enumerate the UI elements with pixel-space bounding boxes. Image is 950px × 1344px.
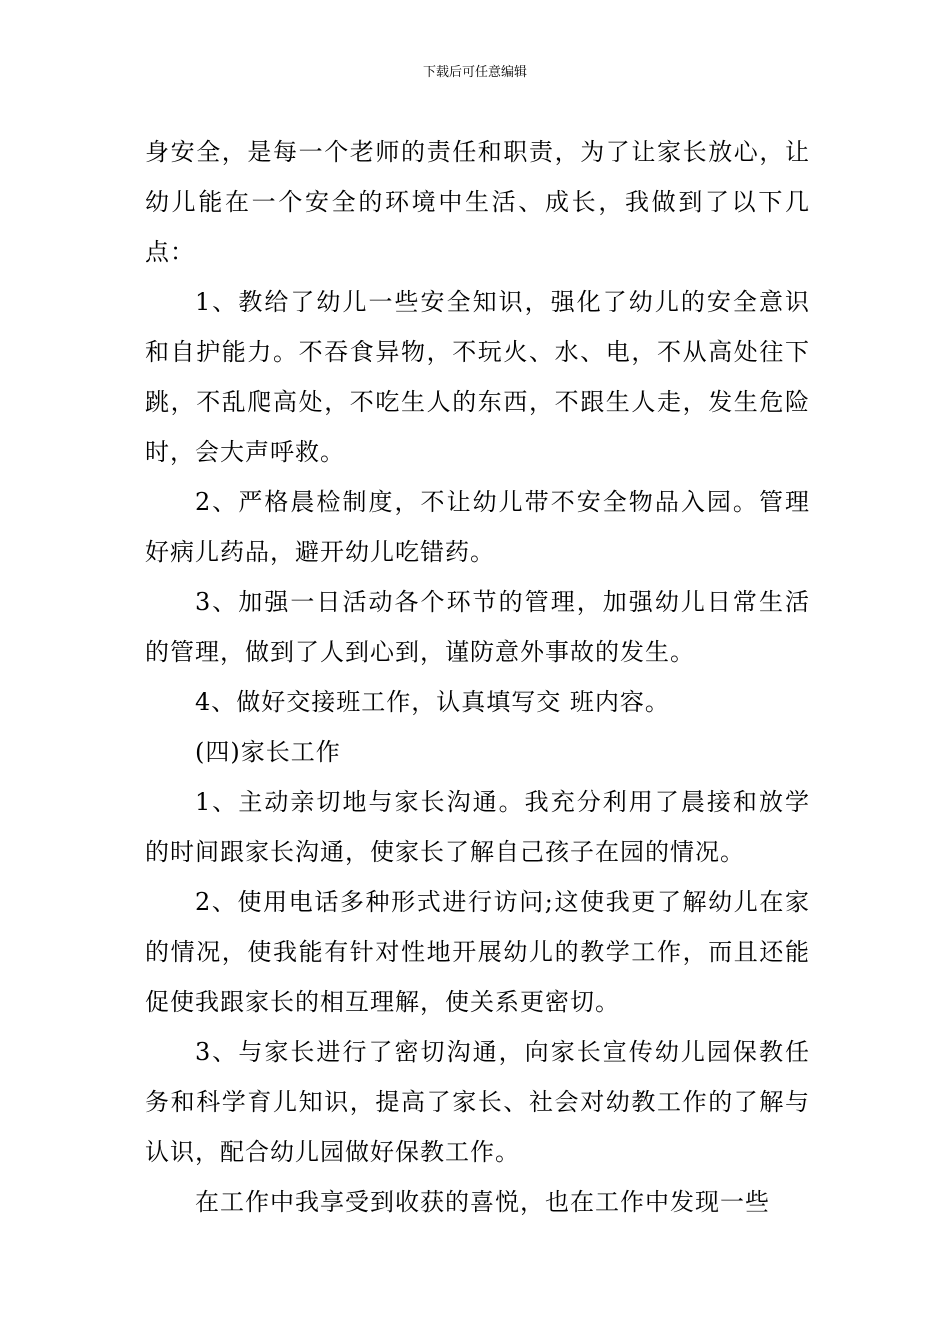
paragraph-parent-2: 2、使用电话多种形式进行访问;这使我更了解幼儿在家的情况，使我能有针对性地开展幼儿的教学工作，而且还能促使我跟家长的相互理解，使关系更密切。 — [145, 888, 810, 1016]
paragraph-intro: 身安全，是每一个老师的责任和职责，为了让家长放心，让幼儿能在一个安全的环境中生活、成长，我做到了以下几点： — [145, 138, 810, 266]
paragraph-safety-3: 3、加强一日活动各个环节的管理，加强幼儿日常生活的管理，做到了人到心到，谨防意外事故的发生。 — [145, 588, 810, 666]
paragraph-safety-4: 4、做好交接班工作，认真填写交 班内容。 — [195, 688, 670, 716]
paragraph-safety-1: 1、教给了幼儿一些安全知识，强化了幼儿的安全意识和自护能力。不吞食异物，不玩火、水、电，不从高处往下跳，不乱爬高处，不吃生人的东西，不跟生人走，发生危险时，会大声呼救。 — [145, 288, 810, 466]
paragraph-parent-3: 3、与家长进行了密切沟通，向家长宣传幼儿园保教任务和科学育儿知识，提高了家长、社会对幼教工作的了解与认识，配合幼儿园做好保教工作。 — [145, 1038, 810, 1166]
page-header: 下载后可任意编辑 — [422, 65, 527, 80]
paragraph-parent-1: 1、主动亲切地与家长沟通。我充分利用了晨接和放学的时间跟家长沟通，使家长了解自己孩子在园的情况。 — [145, 788, 810, 866]
document-body — [145, 127, 810, 1227]
section-heading-parent-work: (四)家长工作 — [195, 738, 341, 766]
paragraph-conclusion: 在工作中我享受到收获的喜悦，也在工作中发现一些 — [195, 1188, 770, 1216]
paragraph-safety-2: 2、严格晨检制度，不让幼儿带不安全物品入园。管理好病儿药品，避开幼儿吃错药。 — [145, 488, 810, 566]
